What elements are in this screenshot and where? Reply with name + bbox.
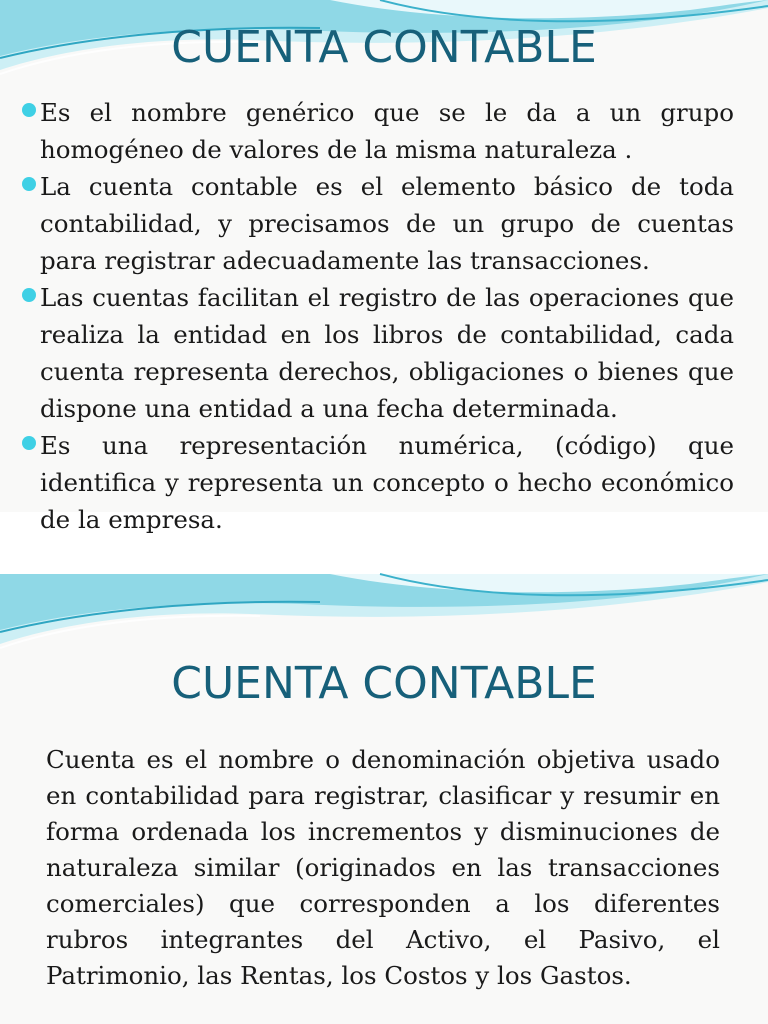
bullet-text: Es una representación numérica, (código) que identifica y representa un concepto o hecho económico de la empresa. <box>40 431 734 534</box>
bullet-text: Las cuentas facilitan el registro de las operaciones que realiza la entidad en los libros de contabilidad, cada cuenta representa derechos, obligaciones o bienes que dispone una entidad a una fecha determinada. <box>40 283 734 423</box>
slide-title: CUENTA CONTABLE <box>171 658 597 709</box>
slide-paragraph: Cuenta es el nombre o denominación objetiva usado en contabilidad para registrar, clasificar y resumir en forma ordenada los incrementos y disminuciones de naturaleza similar (originados en las transacciones comerciales) que corresponden a los diferentes rubros integrantes del Activo, el Pasivo, el Patrimonio, las Rentas, los Costos y los Gastos. <box>46 745 720 990</box>
bullet-list <box>22 94 734 538</box>
bullet-dot-icon <box>22 436 36 450</box>
list-item <box>22 427 734 538</box>
slide-title: CUENTA CONTABLE <box>171 22 597 73</box>
list-item <box>22 168 734 279</box>
slide-2 <box>0 574 768 1024</box>
bullet-dot-icon <box>22 288 36 302</box>
wave-decoration <box>0 574 768 664</box>
list-item <box>22 94 734 168</box>
bullet-dot-icon <box>22 177 36 191</box>
bullet-text: Es el nombre genérico que se le da a un grupo homogéneo de valores de la misma naturaleza . <box>40 98 734 164</box>
bullet-text: La cuenta contable es el elemento básico de toda contabilidad, y precisamos de un grupo de cuentas para registrar adecuadamente las transacciones. <box>40 172 734 275</box>
list-item <box>22 279 734 427</box>
bullet-dot-icon <box>22 103 36 117</box>
